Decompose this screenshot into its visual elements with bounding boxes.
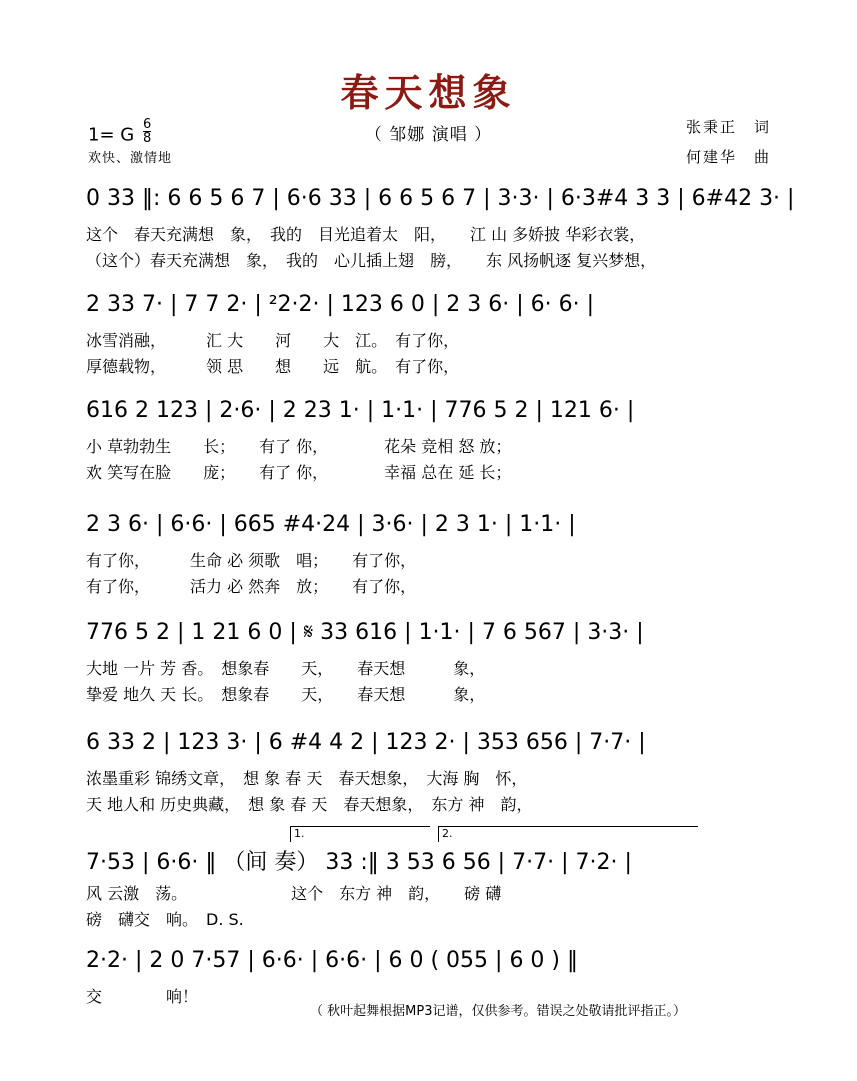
key-label: 1= G <box>88 124 135 146</box>
notation-line: 2·2· | 2 0 7·57 | 6·6· | 6·6· | 6 0 ( 055 | 6 0 ) ‖ <box>86 948 579 973</box>
lyricist-credit: 张秉正 词 <box>685 118 771 136</box>
volta-bracket-2 <box>438 826 698 842</box>
volta-label-2: 2. <box>442 827 453 840</box>
music-system-7 <box>0 845 857 933</box>
notation-line: 0 33 ‖: 6 6 5 6 7 | 6·6 33 | 6 6 5 6 7 | 3·3· | 6·3#4 3 3 | 6#42 3· | <box>86 186 795 211</box>
key-signature <box>88 118 151 146</box>
lyric-line-verse1: 冰雪消融， 汇 大 河 大 江。 有了你， <box>86 331 460 350</box>
notation-line: 2 33 7· | 7 7 2· | ²2·2· | 123 6 0 | 2 3 6· | 6· 6· | <box>86 292 595 317</box>
music-system-3 <box>0 398 857 486</box>
lyric-line-verse1: 这个 春天充满想 象， 我的 目光追着太 阳， 江 山 多娇披 华彩衣裳， <box>86 225 646 244</box>
composer-credit: 何建华 曲 <box>685 148 771 166</box>
lyric-line-verse1: 大地 一片 芳 香。 想象春 天， 春天想 象， <box>86 659 486 678</box>
notation-line: 616 2 123 | 2·6· | 2 23 1· | 1·1· | 776 5 2 | 121 6· | <box>86 398 635 423</box>
lyric-line-verse1: 浓墨重彩 锦绣文章， 想 象 春 天 春天想象， 大海 胸 怀， <box>86 769 528 788</box>
page-title: 春天想象 <box>340 71 517 115</box>
notation-line: 6 33 2 | 123 3· | 6 #4 4 2 | 123 2· | 353 656 | 7·7· | <box>86 730 646 755</box>
lyric-line-verse2: 欢 笑写在脸 庞； 有了 你， 幸福 总在 延 长； <box>86 463 512 482</box>
volta-bracket-1 <box>290 826 430 842</box>
lyric-line-verse2: 天 地人和 历史典藏， 想 象 春 天 春天想象， 东方 神 韵， <box>86 795 533 814</box>
tempo-mood-marking: 欢快、激情地 <box>88 151 173 166</box>
meter-denominator: 8 <box>142 131 152 147</box>
music-system-5 <box>0 620 857 708</box>
meter-numerator: 6 <box>142 117 152 132</box>
notation-line: 2 3 6· | 6·6· | 665 #4·24 | 3·6· | 2 3 1· | 1·1· | <box>86 512 576 537</box>
singer-credit: （ 邹娜 演唱 ） <box>364 125 493 145</box>
lyric-line-verse2: 有了你， 活力 必 然奔 放； 有了你， <box>86 577 417 596</box>
lyric-line-verse1: 小 草勃勃生 长； 有了 你， 花朵 竞相 怒 放； <box>86 437 512 456</box>
lyric-line-verse2: 磅 礴交 响。 D. S. <box>86 910 244 929</box>
music-system-6 <box>0 730 857 818</box>
music-system-1 <box>0 186 857 274</box>
lyric-line-verse2: 挚爱 地久 天 长。 想象春 天， 春天想 象， <box>86 685 486 704</box>
lyric-line-verse2: （这个）春天充满想 象， 我的 心儿插上翅 膀， 东 风扬帆逐 复兴梦想， <box>86 251 657 270</box>
music-system-4 <box>0 512 857 600</box>
music-system-2 <box>0 292 857 380</box>
lyric-line-verse1: 有了你， 生命 必 须歌 唱； 有了你， <box>86 551 417 570</box>
lyric-line-verse1: 风 云激 荡。 这个 东方 神 韵， 磅 礴 <box>86 884 502 903</box>
footer-note: （ 秋叶起舞根据MP3记谱，仅供参考。错误之处敬请批评指正。） <box>310 1004 686 1019</box>
volta-label-1: 1. <box>294 827 305 840</box>
notation-line: 7·53 | 6·6· ‖ （间 奏） 33 :‖ 3 53 6 56 | 7·7· | 7·2· | <box>86 850 632 875</box>
notation-line: 776 5 2 | 1 21 6 0 | 𝄋 33 616 | 1·1· | 7 6 567 | 3·3· | <box>86 620 644 645</box>
time-signature <box>143 118 151 146</box>
lyric-line-verse1: 交 响！ <box>86 987 199 1006</box>
lyric-line-verse2: 厚德载物， 领 思 想 远 航。 有了你， <box>86 357 460 376</box>
